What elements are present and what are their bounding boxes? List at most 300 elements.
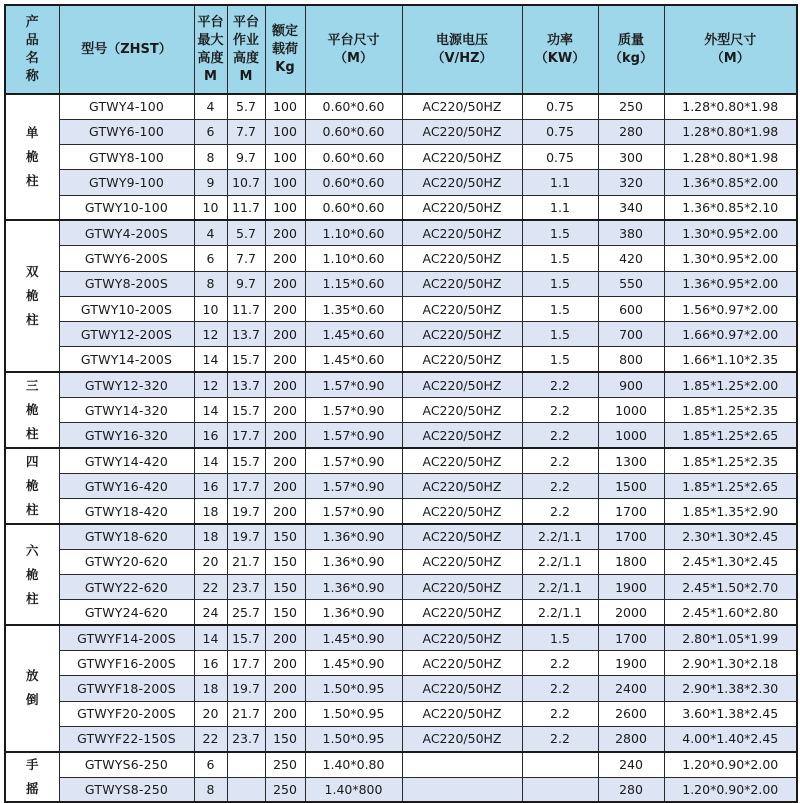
- cell-platform-size: 1.45*0.90: [305, 651, 402, 676]
- cell-weight: 1800: [598, 549, 664, 574]
- cell-weight: 1300: [598, 448, 664, 473]
- cell-voltage: AC220/50HZ: [402, 575, 522, 600]
- cell-outer-size: 1.66*1.10*2.35: [664, 347, 797, 372]
- category-char: 桅: [25, 149, 39, 165]
- cell-platform-size: 1.15*0.60: [305, 271, 402, 296]
- table-row: [5, 195, 797, 220]
- cell-power: [522, 777, 598, 802]
- header-category-line: 品: [25, 32, 39, 48]
- category-char: 桅: [25, 478, 39, 494]
- category-char: 柱: [25, 312, 39, 328]
- cell-power: 2.2/1.1: [522, 575, 598, 600]
- cell-model: GTWY20-620: [59, 549, 194, 574]
- cell-rated-load: 100: [265, 145, 305, 170]
- header-weight-line: 质量: [617, 32, 644, 48]
- table-row: [5, 676, 797, 701]
- cell-power: 2.2: [522, 701, 598, 726]
- cell-weight: 900: [598, 372, 664, 397]
- cell-voltage: [402, 777, 522, 802]
- cell-max-height: 14: [194, 347, 227, 372]
- header-max-height-line: M: [204, 68, 217, 84]
- cell-power: 2.2: [522, 398, 598, 423]
- header-platform-size-line: （M）: [334, 50, 373, 66]
- cell-max-height: 4: [194, 94, 227, 119]
- cell-rated-load: 150: [265, 549, 305, 574]
- cell-work-height: 21.7: [227, 701, 265, 726]
- cell-work-height: 21.7: [227, 549, 265, 574]
- cell-weight: 250: [598, 94, 664, 119]
- product-group: [5, 94, 797, 220]
- cell-rated-load: 200: [265, 271, 305, 296]
- cell-max-height: 8: [194, 271, 227, 296]
- cell-model: GTWY6-200S: [59, 246, 194, 271]
- cell-power: 2.2: [522, 651, 598, 676]
- cell-outer-size: 1.36*0.85*2.10: [664, 195, 797, 220]
- cell-work-height: 25.7: [227, 600, 265, 625]
- cell-weight: 1700: [598, 524, 664, 549]
- cell-rated-load: 100: [265, 119, 305, 144]
- cell-rated-load: 200: [265, 701, 305, 726]
- cell-work-height: 17.7: [227, 423, 265, 448]
- cell-max-height: 18: [194, 524, 227, 549]
- cell-outer-size: 1.28*0.80*1.98: [664, 119, 797, 144]
- cell-max-height: 22: [194, 726, 227, 751]
- cell-voltage: AC220/50HZ: [402, 145, 522, 170]
- cell-model: GTWY16-420: [59, 473, 194, 498]
- cell-outer-size: 1.30*0.95*2.00: [664, 220, 797, 245]
- cell-platform-size: 1.50*0.95: [305, 726, 402, 751]
- cell-voltage: AC220/50HZ: [402, 296, 522, 321]
- cell-weight: 600: [598, 296, 664, 321]
- header-work-height-line: 高度: [232, 50, 259, 66]
- cell-work-height: 23.7: [227, 575, 265, 600]
- cell-work-height: 9.7: [227, 145, 265, 170]
- cell-voltage: AC220/50HZ: [402, 423, 522, 448]
- table-row: [5, 347, 797, 372]
- table-row: [5, 398, 797, 423]
- cell-voltage: AC220/50HZ: [402, 524, 522, 549]
- table-row: [5, 752, 797, 777]
- table-row: [5, 524, 797, 549]
- category-char: 手: [25, 757, 39, 773]
- cell-work-height: 17.7: [227, 473, 265, 498]
- header-rated-load-line: 额定: [271, 23, 298, 39]
- cell-max-height: 8: [194, 777, 227, 802]
- cell-weight: 320: [598, 170, 664, 195]
- cell-model: GTWYS6-250: [59, 752, 194, 777]
- cell-voltage: AC220/50HZ: [402, 625, 522, 650]
- cell-weight: 700: [598, 322, 664, 347]
- cell-weight: 1000: [598, 398, 664, 423]
- cell-power: 2.2: [522, 473, 598, 498]
- category-char: 柱: [25, 590, 39, 606]
- cell-power: 2.2: [522, 448, 598, 473]
- header-category-line: 称: [25, 68, 39, 84]
- cell-work-height: 7.7: [227, 119, 265, 144]
- cell-voltage: AC220/50HZ: [402, 499, 522, 524]
- cell-work-height: [227, 752, 265, 777]
- cell-power: 0.75: [522, 145, 598, 170]
- cell-work-height: 5.7: [227, 220, 265, 245]
- cell-max-height: 20: [194, 701, 227, 726]
- cell-outer-size: 1.56*0.97*2.00: [664, 296, 797, 321]
- cell-work-height: 11.7: [227, 296, 265, 321]
- cell-weight: 2600: [598, 701, 664, 726]
- cell-voltage: AC220/50HZ: [402, 398, 522, 423]
- cell-rated-load: 200: [265, 372, 305, 397]
- cell-model: GTWYS8-250: [59, 777, 194, 802]
- cell-outer-size: 2.90*1.30*2.18: [664, 651, 797, 676]
- product-group: [5, 524, 797, 625]
- category-char: 桅: [25, 402, 39, 418]
- cell-max-height: 14: [194, 448, 227, 473]
- header-work-height: [227, 5, 265, 94]
- cell-model: GTWY18-620: [59, 524, 194, 549]
- cell-max-height: 6: [194, 752, 227, 777]
- cell-voltage: AC220/50HZ: [402, 676, 522, 701]
- cell-platform-size: 1.10*0.60: [305, 246, 402, 271]
- header-power-line: （KW）: [534, 50, 586, 66]
- cell-power: 1.5: [522, 347, 598, 372]
- cell-rated-load: 200: [265, 246, 305, 271]
- cell-model: GTWY22-620: [59, 575, 194, 600]
- cell-model: GTWY9-100: [59, 170, 194, 195]
- cell-model: GTWY14-200S: [59, 347, 194, 372]
- cell-max-height: 6: [194, 119, 227, 144]
- cell-outer-size: 1.36*0.95*2.00: [664, 271, 797, 296]
- cell-power: 1.5: [522, 625, 598, 650]
- header-category: [5, 5, 59, 94]
- header-category-line: 名: [25, 50, 39, 66]
- cell-platform-size: 1.57*0.90: [305, 473, 402, 498]
- cell-work-height: 5.7: [227, 94, 265, 119]
- cell-rated-load: 200: [265, 651, 305, 676]
- table-row: [5, 220, 797, 245]
- category-char: 柱: [25, 502, 39, 518]
- cell-rated-load: 250: [265, 777, 305, 802]
- header-voltage-line: （V/HZ）: [431, 50, 493, 66]
- cell-power: 1.1: [522, 170, 598, 195]
- cell-outer-size: 3.60*1.38*2.45: [664, 701, 797, 726]
- cell-weight: 420: [598, 246, 664, 271]
- cell-platform-size: 0.60*0.60: [305, 119, 402, 144]
- cell-model: GTWY8-200S: [59, 271, 194, 296]
- cell-platform-size: 0.60*0.60: [305, 145, 402, 170]
- cell-platform-size: 1.35*0.60: [305, 296, 402, 321]
- cell-power: 2.2: [522, 423, 598, 448]
- cell-model: GTWY14-320: [59, 398, 194, 423]
- category-char: 放: [25, 668, 39, 684]
- cell-platform-size: 1.57*0.90: [305, 448, 402, 473]
- cell-platform-size: 1.10*0.60: [305, 220, 402, 245]
- cell-platform-size: 0.60*0.60: [305, 170, 402, 195]
- table-row: [5, 549, 797, 574]
- spec-table-container: [4, 4, 798, 803]
- cell-rated-load: 150: [265, 524, 305, 549]
- table-row: [5, 473, 797, 498]
- cell-rated-load: 150: [265, 600, 305, 625]
- cell-power: [522, 752, 598, 777]
- cell-work-height: [227, 777, 265, 802]
- cell-outer-size: 1.85*1.25*2.65: [664, 423, 797, 448]
- cell-model: GTWY10-100: [59, 195, 194, 220]
- category-char: 摇: [25, 781, 39, 797]
- cell-voltage: AC220/50HZ: [402, 600, 522, 625]
- cell-model: GTWY14-420: [59, 448, 194, 473]
- cell-platform-size: 0.60*0.60: [305, 94, 402, 119]
- cell-weight: 1900: [598, 651, 664, 676]
- cell-model: GTWYF22-150S: [59, 726, 194, 751]
- cell-max-height: 10: [194, 296, 227, 321]
- table-row: [5, 600, 797, 625]
- cell-outer-size: 4.00*1.40*2.45: [664, 726, 797, 751]
- cell-weight: 1000: [598, 423, 664, 448]
- category-char: 桅: [25, 566, 39, 582]
- category-char: 三: [25, 378, 39, 394]
- product-group: [5, 220, 797, 372]
- cell-weight: 1700: [598, 499, 664, 524]
- cell-rated-load: 200: [265, 220, 305, 245]
- cell-weight: 1900: [598, 575, 664, 600]
- category-char: 柱: [25, 173, 39, 189]
- cell-outer-size: 2.45*1.50*2.70: [664, 575, 797, 600]
- cell-outer-size: 2.30*1.30*2.45: [664, 524, 797, 549]
- cell-power: 1.5: [522, 322, 598, 347]
- cell-rated-load: 200: [265, 423, 305, 448]
- cell-weight: 280: [598, 777, 664, 802]
- table-row: [5, 499, 797, 524]
- category-cell: [5, 524, 59, 625]
- category-cell: [5, 752, 59, 803]
- cell-rated-load: 150: [265, 575, 305, 600]
- cell-voltage: AC220/50HZ: [402, 701, 522, 726]
- cell-weight: 1500: [598, 473, 664, 498]
- cell-weight: 240: [598, 752, 664, 777]
- cell-max-height: 16: [194, 473, 227, 498]
- cell-power: 2.2: [522, 676, 598, 701]
- cell-model: GTWYF14-200S: [59, 625, 194, 650]
- cell-rated-load: 100: [265, 170, 305, 195]
- table-row: [5, 448, 797, 473]
- header-max-height-line: 高度: [197, 50, 224, 66]
- cell-platform-size: 1.36*0.90: [305, 600, 402, 625]
- cell-rated-load: 200: [265, 676, 305, 701]
- header-voltage: [402, 5, 522, 94]
- cell-max-height: 18: [194, 499, 227, 524]
- cell-weight: 2400: [598, 676, 664, 701]
- cell-weight: 2000: [598, 600, 664, 625]
- cell-rated-load: 200: [265, 398, 305, 423]
- table-row: [5, 119, 797, 144]
- cell-outer-size: 1.85*1.25*2.35: [664, 398, 797, 423]
- cell-platform-size: 1.57*0.90: [305, 398, 402, 423]
- cell-work-height: 11.7: [227, 195, 265, 220]
- cell-weight: 280: [598, 119, 664, 144]
- cell-voltage: AC220/50HZ: [402, 448, 522, 473]
- product-group: [5, 752, 797, 803]
- cell-work-height: 10.7: [227, 170, 265, 195]
- cell-weight: 380: [598, 220, 664, 245]
- cell-max-height: 4: [194, 220, 227, 245]
- category-char: 倒: [25, 692, 39, 708]
- table-row: [5, 145, 797, 170]
- table-row: [5, 423, 797, 448]
- cell-voltage: AC220/50HZ: [402, 347, 522, 372]
- category-cell: [5, 625, 59, 751]
- cell-platform-size: 1.57*0.90: [305, 423, 402, 448]
- category-cell: [5, 94, 59, 220]
- cell-outer-size: 1.85*1.25*2.00: [664, 372, 797, 397]
- cell-power: 2.2/1.1: [522, 600, 598, 625]
- category-char: 桅: [25, 288, 39, 304]
- cell-power: 0.75: [522, 94, 598, 119]
- cell-work-height: 15.7: [227, 398, 265, 423]
- header-outer-size-line: （M）: [710, 50, 750, 66]
- cell-model: GTWYF16-200S: [59, 651, 194, 676]
- cell-voltage: [402, 752, 522, 777]
- cell-work-height: 13.7: [227, 372, 265, 397]
- cell-platform-size: 1.45*0.90: [305, 625, 402, 650]
- header-max-height: [194, 5, 227, 94]
- cell-max-height: 14: [194, 625, 227, 650]
- header-platform-size-line: 平台尺寸: [327, 32, 380, 48]
- cell-rated-load: 250: [265, 752, 305, 777]
- table-row: [5, 246, 797, 271]
- cell-outer-size: 1.20*0.90*2.00: [664, 777, 797, 802]
- cell-model: GTWY24-620: [59, 600, 194, 625]
- header-voltage-line: 电源电压: [435, 32, 488, 48]
- cell-platform-size: 1.40*800: [305, 777, 402, 802]
- table-row: [5, 296, 797, 321]
- cell-work-height: 15.7: [227, 625, 265, 650]
- cell-max-height: 14: [194, 398, 227, 423]
- cell-rated-load: 100: [265, 195, 305, 220]
- header-rated-load-line: 载荷: [271, 41, 298, 57]
- cell-voltage: AC220/50HZ: [402, 473, 522, 498]
- category-cell: [5, 448, 59, 524]
- cell-voltage: AC220/50HZ: [402, 271, 522, 296]
- cell-rated-load: 150: [265, 726, 305, 751]
- cell-model: GTWY8-100: [59, 145, 194, 170]
- header-max-height-line: 最大: [197, 32, 224, 48]
- category-char: 四: [25, 454, 39, 470]
- table-row: [5, 726, 797, 751]
- cell-rated-load: 200: [265, 473, 305, 498]
- table-row: [5, 651, 797, 676]
- cell-model: GTWY12-200S: [59, 322, 194, 347]
- cell-platform-size: 1.50*0.95: [305, 676, 402, 701]
- cell-platform-size: 1.57*0.90: [305, 499, 402, 524]
- cell-platform-size: 1.36*0.90: [305, 575, 402, 600]
- cell-max-height: 22: [194, 575, 227, 600]
- cell-work-height: 19.7: [227, 499, 265, 524]
- cell-voltage: AC220/50HZ: [402, 651, 522, 676]
- header-work-height-line: M: [239, 68, 253, 84]
- cell-max-height: 20: [194, 549, 227, 574]
- header-work-height-line: 作业: [232, 32, 259, 48]
- table-row: [5, 701, 797, 726]
- category-cell: [5, 220, 59, 372]
- header-power-line: 功率: [546, 32, 573, 48]
- cell-voltage: AC220/50HZ: [402, 726, 522, 751]
- cell-outer-size: 2.90*1.38*2.30: [664, 676, 797, 701]
- cell-max-height: 18: [194, 676, 227, 701]
- category-char: 双: [25, 264, 39, 280]
- cell-work-height: 17.7: [227, 651, 265, 676]
- cell-power: 1.5: [522, 220, 598, 245]
- product-group: [5, 625, 797, 751]
- cell-work-height: 19.7: [227, 524, 265, 549]
- cell-outer-size: 1.28*0.80*1.98: [664, 94, 797, 119]
- cell-power: 1.5: [522, 271, 598, 296]
- cell-power: 1.5: [522, 296, 598, 321]
- cell-max-height: 12: [194, 322, 227, 347]
- cell-outer-size: 1.20*0.90*2.00: [664, 752, 797, 777]
- cell-work-height: 15.7: [227, 347, 265, 372]
- cell-outer-size: 1.30*0.95*2.00: [664, 246, 797, 271]
- cell-power: 2.2: [522, 372, 598, 397]
- header-weight: [598, 5, 664, 94]
- product-group: [5, 448, 797, 524]
- cell-voltage: AC220/50HZ: [402, 549, 522, 574]
- table-row: [5, 575, 797, 600]
- cell-outer-size: 1.66*0.97*2.00: [664, 322, 797, 347]
- cell-voltage: AC220/50HZ: [402, 246, 522, 271]
- cell-weight: 340: [598, 195, 664, 220]
- cell-voltage: AC220/50HZ: [402, 322, 522, 347]
- category-cell: [5, 372, 59, 448]
- header-outer-size: [664, 5, 797, 94]
- cell-model: GTWY6-100: [59, 119, 194, 144]
- header-max-height-line: 平台: [197, 14, 224, 30]
- table-row: [5, 170, 797, 195]
- cell-outer-size: 1.28*0.80*1.98: [664, 145, 797, 170]
- cell-model: GTWY4-100: [59, 94, 194, 119]
- header-power: [522, 5, 598, 94]
- cell-platform-size: 1.40*0.80: [305, 752, 402, 777]
- table-header-row: [5, 5, 797, 94]
- table-row: [5, 322, 797, 347]
- cell-voltage: AC220/50HZ: [402, 195, 522, 220]
- cell-weight: 1700: [598, 625, 664, 650]
- cell-model: GTWY4-200S: [59, 220, 194, 245]
- cell-rated-load: 200: [265, 296, 305, 321]
- cell-max-height: 16: [194, 651, 227, 676]
- header-outer-size-line: 外型尺寸: [704, 32, 757, 48]
- cell-outer-size: 2.80*1.05*1.99: [664, 625, 797, 650]
- cell-work-height: 7.7: [227, 246, 265, 271]
- cell-outer-size: 2.45*1.60*2.80: [664, 600, 797, 625]
- cell-outer-size: 1.85*1.25*2.35: [664, 448, 797, 473]
- cell-voltage: AC220/50HZ: [402, 220, 522, 245]
- cell-weight: 2800: [598, 726, 664, 751]
- cell-rated-load: 200: [265, 347, 305, 372]
- cell-outer-size: 1.85*1.35*2.90: [664, 499, 797, 524]
- table-row: [5, 777, 797, 802]
- cell-power: 2.2/1.1: [522, 524, 598, 549]
- cell-work-height: 15.7: [227, 448, 265, 473]
- cell-outer-size: 1.85*1.25*2.65: [664, 473, 797, 498]
- cell-rated-load: 100: [265, 94, 305, 119]
- cell-weight: 800: [598, 347, 664, 372]
- product-group: [5, 372, 797, 448]
- cell-power: 2.2/1.1: [522, 549, 598, 574]
- cell-model: GTWY10-200S: [59, 296, 194, 321]
- cell-platform-size: 1.36*0.90: [305, 549, 402, 574]
- cell-voltage: AC220/50HZ: [402, 94, 522, 119]
- header-platform-size: [305, 5, 402, 94]
- header-work-height-line: 平台: [232, 14, 259, 30]
